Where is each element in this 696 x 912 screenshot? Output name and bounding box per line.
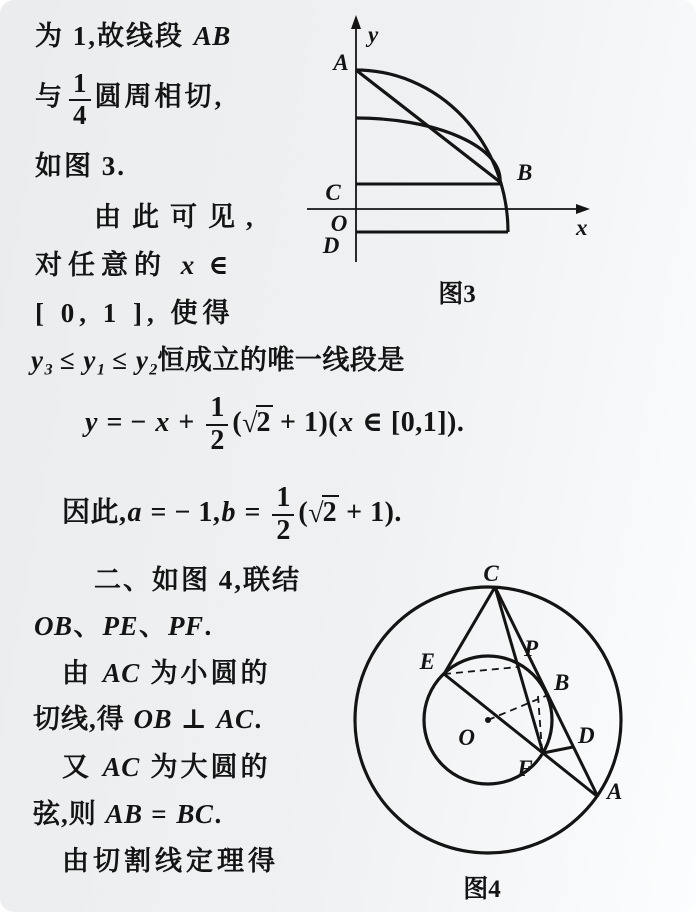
text-run: 、 bbox=[73, 611, 102, 641]
text-run: 如图 3. bbox=[35, 151, 126, 181]
fraction-denominator: 2 bbox=[210, 424, 225, 456]
text-run: 切线,得 bbox=[33, 704, 133, 734]
math-run: PE bbox=[102, 611, 139, 641]
math-run: AC bbox=[216, 704, 254, 734]
text-line-1 bbox=[35, 20, 232, 54]
text-run: 为大圆的 bbox=[140, 752, 271, 782]
fraction-numerator: 1 bbox=[272, 484, 294, 516]
figure-4-diagram bbox=[345, 553, 680, 909]
text-run: = − bbox=[98, 406, 155, 438]
fig4-label-D: D bbox=[578, 723, 595, 748]
math-run: b bbox=[221, 496, 236, 528]
fig4-caption: 图4 bbox=[463, 876, 501, 903]
text-line-2 bbox=[35, 70, 224, 129]
math-run: y bbox=[135, 345, 149, 375]
text-run: 由切割线定理得 bbox=[62, 846, 279, 876]
text-run: 二、如图 4,联结 bbox=[94, 565, 301, 595]
math-run: x bbox=[155, 406, 170, 438]
fig3-label-C: C bbox=[325, 180, 341, 205]
text-run: . bbox=[254, 704, 263, 734]
figure-3-diagram bbox=[295, 12, 615, 312]
equation-a-b-values bbox=[62, 484, 402, 545]
fig3-label-x-axis: x bbox=[576, 215, 588, 240]
fig4-label-P: P bbox=[524, 636, 539, 661]
fig4-chord-CA-tangent bbox=[495, 587, 598, 797]
fig3-chord-AB bbox=[356, 70, 500, 182]
text-line-3 bbox=[35, 150, 126, 184]
text-run: 因此, bbox=[62, 496, 127, 528]
text-run: 圆周相切, bbox=[94, 81, 225, 112]
subscript: 3 bbox=[44, 360, 53, 379]
math-run: BC bbox=[176, 799, 214, 829]
fraction-numerator: 1 bbox=[206, 394, 228, 426]
text-line-10 bbox=[94, 564, 301, 598]
fig3-label-D: D bbox=[322, 233, 340, 258]
text-run: ≤ bbox=[104, 345, 135, 375]
fig3-label-A: A bbox=[333, 50, 349, 75]
text-run: 由 bbox=[62, 658, 102, 688]
math-run: AB bbox=[105, 799, 143, 829]
math-run: OB bbox=[34, 611, 73, 641]
text-line-14 bbox=[62, 751, 271, 785]
text-run: 对任意的 bbox=[35, 250, 180, 280]
math-run: AC bbox=[102, 752, 140, 782]
fig4-label-B: B bbox=[554, 670, 570, 695]
text-run: + bbox=[170, 406, 203, 438]
text-line-7 bbox=[30, 344, 405, 380]
math-run: x bbox=[339, 406, 354, 438]
text-run: ∈ [0,1]). bbox=[354, 406, 465, 438]
math-run: y bbox=[83, 345, 96, 375]
text-line-16 bbox=[62, 845, 279, 879]
text-run: ( bbox=[232, 406, 243, 438]
fig4-segment-FD bbox=[543, 747, 573, 753]
math-run: y bbox=[85, 406, 98, 438]
fig3-caption: 图3 bbox=[438, 281, 476, 308]
fig3-label-O: O bbox=[330, 211, 348, 236]
fig3-label-y-axis: y bbox=[368, 22, 379, 47]
fig4-label-O: O bbox=[458, 725, 475, 750]
radicand: 2 bbox=[322, 496, 337, 528]
fraction-denominator: 4 bbox=[73, 99, 87, 130]
fig4-label-E: E bbox=[419, 649, 435, 674]
fraction bbox=[69, 70, 91, 129]
text-run: 恒成立的唯一线段是 bbox=[157, 345, 405, 375]
text-run: ∈ bbox=[195, 250, 235, 280]
fig4-segment-CE bbox=[444, 587, 495, 674]
text-line-12 bbox=[62, 657, 271, 691]
fig4-dashed-EP bbox=[444, 667, 518, 674]
text-run: = − 1, bbox=[143, 496, 221, 528]
text-line-15 bbox=[33, 798, 222, 832]
fraction-numerator: 1 bbox=[69, 70, 91, 101]
subscript: 1 bbox=[96, 360, 105, 379]
fig4-label-C: C bbox=[483, 561, 499, 586]
fig4-label-F: F bbox=[517, 756, 533, 781]
fig3-y-axis-arrow-icon bbox=[351, 15, 361, 29]
fig3-label-B: B bbox=[517, 160, 533, 185]
text-run: = bbox=[236, 496, 269, 528]
text-run: . bbox=[214, 799, 223, 829]
radicand: 2 bbox=[256, 406, 271, 438]
text-line-4 bbox=[94, 201, 264, 235]
text-line-5 bbox=[35, 249, 235, 283]
radical-sign: √ bbox=[308, 497, 324, 529]
text-line-6 bbox=[35, 297, 234, 331]
text-run: ( bbox=[298, 496, 309, 528]
text-line-13 bbox=[33, 703, 262, 737]
text-run: + 1). bbox=[338, 496, 402, 528]
math-run: x bbox=[180, 250, 195, 280]
text-run: [ 0, 1 ], 使得 bbox=[35, 298, 235, 328]
radical bbox=[242, 407, 272, 438]
subscript: 2 bbox=[149, 360, 158, 379]
text-run: 、 bbox=[139, 611, 168, 641]
math-run: y bbox=[31, 345, 44, 375]
math-run: PF bbox=[168, 611, 204, 641]
text-run: 与 bbox=[35, 81, 65, 112]
text-run: = bbox=[143, 799, 176, 829]
fig3-x-axis-arrow-icon bbox=[576, 204, 590, 214]
text-run: + 1)( bbox=[272, 406, 339, 438]
text-run: 为 1,故线段 bbox=[35, 21, 193, 51]
fraction bbox=[272, 484, 294, 545]
equation-line-segment bbox=[84, 394, 464, 455]
text-run: ≤ bbox=[52, 345, 83, 375]
fig4-label-A: A bbox=[607, 779, 623, 804]
radical-sign: √ bbox=[242, 407, 258, 439]
text-run: ⊥ bbox=[173, 704, 216, 734]
text-run: 由此可见, bbox=[94, 202, 264, 232]
math-run: AC bbox=[102, 658, 140, 688]
math-run: AB bbox=[193, 21, 231, 51]
fraction bbox=[206, 394, 228, 455]
text-run: . bbox=[204, 611, 213, 641]
math-run: OB bbox=[133, 704, 173, 734]
fraction-denominator: 2 bbox=[276, 514, 291, 546]
math-run: a bbox=[127, 496, 143, 528]
text-run: 弦,则 bbox=[33, 799, 105, 829]
text-run: 为小圆的 bbox=[140, 658, 271, 688]
radical bbox=[308, 497, 338, 528]
text-run: 又 bbox=[62, 752, 102, 782]
text-line-11 bbox=[33, 610, 212, 644]
